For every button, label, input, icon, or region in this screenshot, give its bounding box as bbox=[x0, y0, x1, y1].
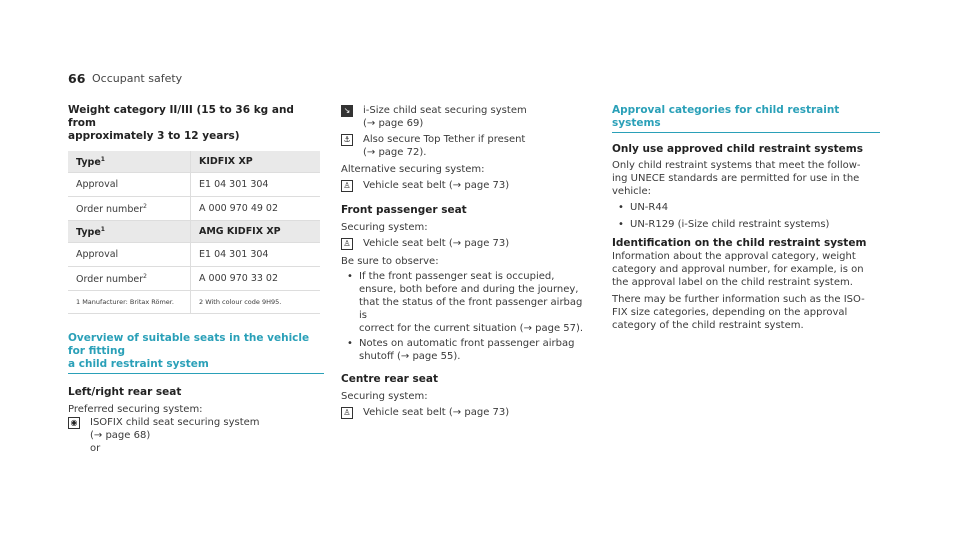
approval-categories-heading: Approval categories for child restraint systems bbox=[612, 104, 880, 133]
item-text: ISOFIX child seat securing system bbox=[90, 417, 260, 428]
footnote-ref: 2 bbox=[143, 273, 147, 281]
list-item bbox=[341, 270, 586, 335]
page-reference[interactable]: (→ page 68) bbox=[90, 430, 151, 441]
isize-item bbox=[341, 104, 586, 130]
identification-heading: Identification on the child restraint system bbox=[612, 237, 867, 249]
column-2 bbox=[341, 104, 586, 419]
text-line: Only child restraint systems that meet the follow- bbox=[612, 160, 861, 171]
heading-line: Weight category II/III (15 to 36 kg and from bbox=[68, 104, 294, 129]
table-footnote-row bbox=[68, 291, 320, 314]
footnote-ref: 1 bbox=[100, 226, 105, 234]
list-item bbox=[341, 337, 586, 363]
text-line: Information about the approval category, weight bbox=[612, 251, 856, 262]
text-line: category of the child restraint system. bbox=[612, 320, 804, 331]
table-row bbox=[68, 267, 320, 291]
table-cell: AMG KIDFIX XP bbox=[191, 221, 321, 243]
column-1 bbox=[68, 104, 324, 455]
table-row bbox=[68, 197, 320, 221]
bullet-line: • Notes on automatic front passenger airbag bbox=[359, 338, 575, 349]
table-row bbox=[68, 173, 320, 197]
overview-heading bbox=[68, 332, 324, 374]
child-seat-table bbox=[68, 151, 320, 314]
securing-system-label: Securing system: bbox=[341, 222, 428, 233]
left-right-rear-seat-heading: Left/right rear seat bbox=[68, 386, 182, 398]
centre-rear-seat-heading: Centre rear seat bbox=[341, 373, 438, 385]
table-cell: A 000 970 49 02 bbox=[191, 197, 321, 221]
alternative-system-label: Alternative securing system: bbox=[341, 164, 485, 175]
table-cell bbox=[68, 197, 191, 221]
bullet-line: • If the front passenger seat is occupied, bbox=[359, 271, 555, 282]
seat-belt-icon: ♙ bbox=[341, 407, 353, 419]
heading-line: approximately 3 to 12 years) bbox=[68, 130, 240, 142]
top-tether-item bbox=[341, 133, 586, 159]
table-cell bbox=[68, 221, 191, 243]
or-text: or bbox=[90, 443, 101, 454]
heading-line: Overview of suitable seats in the vehicle for fitting bbox=[68, 332, 310, 357]
footnote: 2 With colour code 9H95. bbox=[191, 291, 321, 314]
text-line: vehicle: bbox=[612, 186, 651, 197]
footnote-ref: 1 bbox=[100, 156, 105, 164]
cell-text: Order number bbox=[76, 274, 144, 286]
list-item: • UN-R44 bbox=[612, 201, 880, 214]
identification-text bbox=[612, 250, 880, 289]
item-text: i-Size child seat securing system bbox=[363, 105, 527, 116]
seat-belt-item bbox=[341, 237, 586, 250]
table-cell: E1 04 301 304 bbox=[191, 243, 321, 267]
table-cell bbox=[68, 151, 191, 173]
cell-text: Type bbox=[76, 227, 101, 239]
table-cell bbox=[68, 243, 191, 267]
cell-text: Type bbox=[76, 157, 101, 169]
seat-belt-icon: ♙ bbox=[341, 238, 353, 250]
text-line: There may be further information such as the ISO- bbox=[612, 294, 865, 305]
standards-intro bbox=[612, 159, 880, 198]
isofix-item bbox=[68, 416, 324, 455]
page-reference[interactable]: (→ page 72). bbox=[363, 147, 427, 158]
table-cell: KIDFIX XP bbox=[191, 151, 321, 173]
isofix-icon: ◉ bbox=[68, 417, 80, 429]
observe-label: Be sure to observe: bbox=[341, 256, 439, 267]
seat-belt-item bbox=[341, 406, 586, 419]
bullet-line: ensure, both before and during the journey, bbox=[359, 284, 579, 295]
heading-line: a child restraint system bbox=[68, 358, 209, 370]
table-cell: E1 04 301 304 bbox=[191, 173, 321, 197]
bullet-line: correct for the current situation (→ page 57). bbox=[359, 323, 584, 334]
column-3 bbox=[612, 104, 880, 332]
weight-category-heading bbox=[68, 104, 324, 143]
page-reference[interactable]: (→ page 69) bbox=[363, 118, 424, 129]
table-cell bbox=[68, 267, 191, 291]
top-tether-icon: ⚓ bbox=[341, 134, 353, 146]
table-cell bbox=[68, 173, 191, 197]
item-text: Vehicle seat belt (→ page 73) bbox=[363, 180, 510, 191]
item-text: Also secure Top Tether if present bbox=[363, 134, 526, 145]
isize-icon: ↘ bbox=[341, 105, 353, 117]
item-text: Vehicle seat belt (→ page 73) bbox=[363, 407, 510, 418]
preferred-system-label: Preferred securing system: bbox=[68, 404, 203, 415]
cell-text: Approval bbox=[76, 179, 119, 190]
table-cell: A 000 970 33 02 bbox=[191, 267, 321, 291]
text-line: FIX size categories, depending on the approval bbox=[612, 307, 848, 318]
item-text: Vehicle seat belt (→ page 73) bbox=[363, 238, 510, 249]
bullet-line: that the status of the front passenger airbag is bbox=[359, 297, 583, 321]
further-info-text bbox=[612, 293, 880, 332]
seat-belt-item bbox=[341, 179, 586, 192]
footnote-ref: 2 bbox=[143, 203, 147, 211]
table-row bbox=[68, 221, 320, 243]
section-title: Occupant safety bbox=[92, 72, 183, 85]
cell-text: Order number bbox=[76, 204, 144, 216]
page-number: 66 bbox=[68, 71, 86, 86]
table-row bbox=[68, 243, 320, 267]
securing-system-label: Securing system: bbox=[341, 391, 428, 402]
approved-systems-heading: Only use approved child restraint systems bbox=[612, 143, 863, 155]
footnote: 1 Manufacturer: Britax Römer. bbox=[68, 291, 191, 314]
bullet-line: shutoff (→ page 55). bbox=[359, 351, 461, 362]
text-line: category and approval number, for example, is on bbox=[612, 264, 864, 275]
table-row bbox=[68, 151, 320, 173]
text-line: the approval label on the child restraint system. bbox=[612, 277, 853, 288]
front-passenger-seat-heading: Front passenger seat bbox=[341, 204, 467, 216]
cell-text: Approval bbox=[76, 249, 119, 260]
list-item: • UN-R129 (i-Size child restraint systems) bbox=[612, 218, 880, 231]
text-line: ing UNECE standards are permitted for use in the bbox=[612, 173, 860, 184]
seat-belt-icon: ♙ bbox=[341, 180, 353, 192]
